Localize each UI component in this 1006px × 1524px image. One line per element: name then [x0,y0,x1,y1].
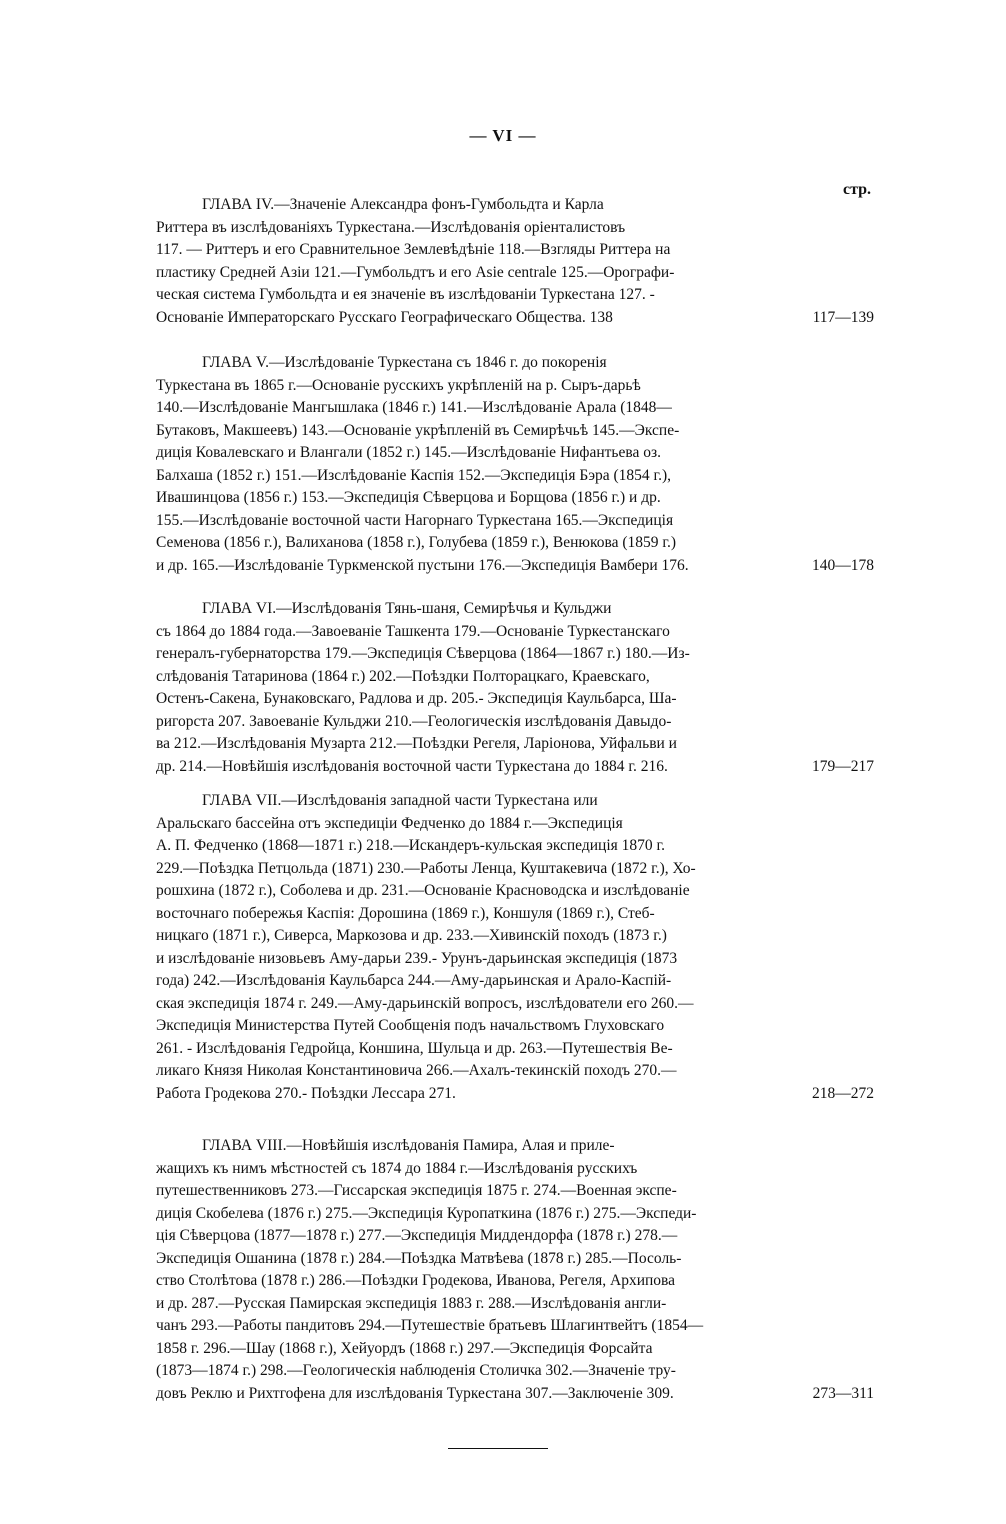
chapter-line [156,790,874,813]
chapter-line [156,1135,874,1158]
chapter-line [156,756,874,779]
chapter-line-text: и др. 287.—Русская Памирская экспедиція 1883 г. 288.—Изслѣдованія англи- [156,1294,667,1312]
chapter-line [156,948,874,971]
chapter-line-text: ригорста 207. Завоеваніе Кульджи 210.—Геологическія изслѣдованія Давыдо- [156,712,672,730]
chapter-line [156,903,874,926]
chapter-line [156,688,874,711]
chapter-page-range: 218—272 [812,1084,874,1102]
chapter-line [156,1338,874,1361]
chapter-line [156,666,874,689]
chapter-line [156,465,874,488]
chapter-line [156,1203,874,1226]
chapter-line [156,643,874,666]
chapter-line [156,858,874,881]
chapter-line-text: ГЛАВА V.—Изслѣдованіе Туркестана съ 1846 г. до покоренія [202,354,607,371]
chapter-line [156,487,874,510]
chapter-line-text: рошхина (1872 г.), Соболева и др. 231.—Основаніе Красноводска и изслѣдованіе [156,882,690,899]
chapter-line-text: Риттера въ изслѣдованіяхъ Туркестана.—Изслѣдованія оріенталистовъ [156,218,626,236]
chapter-page-range: 117—139 [812,308,874,326]
chapter-line [156,835,874,858]
chapter-line-text: пластику Средней Азіи 121.—Гумбольдтъ и его Asie centrale 125.—Орографи- [156,263,675,281]
chapter-line [156,711,874,734]
chapter-line [156,194,874,217]
chapter-line-text: Бутаковъ, Макшеевъ) 143.—Основаніе укрѣпленій въ Семирѣчьѣ 145.—Экспе- [156,421,680,439]
chapter-line-text: (1873—1874 г.) 298.—Геологическія наблюденія Столичка 302.—Значеніе тру- [156,1362,676,1379]
chapter-line [156,239,874,262]
chapter-line [156,262,874,285]
chapter-line [156,352,874,375]
chapter-line [156,1315,874,1338]
chapter-line [156,993,874,1016]
chapter-line-text: ская экспедиція 1874 г. 249.—Аму-дарьинскій вопросъ, изслѣдователи его 260.— [156,994,694,1012]
chapter-line [156,880,874,903]
chapter-line [156,1293,874,1316]
chapter-line [156,510,874,533]
chapter-line-text: Экспедиція Ошанина (1878 г.) 284.—Поѣздка Матвѣева (1878 г.) 285.—Посоль- [156,1249,682,1267]
chapter-line-text: Основаніе Императорскаго Русскаго Географическаго Общества. 138 [156,308,613,326]
chapter-line-text: путешественниковъ 273.—Гиссарская экспедиція 1875 г. 274.—Военная экспе- [156,1182,677,1199]
chapter-entry [156,790,874,1105]
chapter-line-text: довъ Реклю и Рихтгофена для изслѣдованія Туркестана 307.—Заключеніе 309. [156,1384,674,1402]
chapter-line-text: ГЛАВА VII.—Изслѣдованія западной части Туркестана или [202,792,598,809]
chapter-line [156,598,874,621]
chapter-entry [156,1135,874,1405]
chapter-line-text: Аральскаго бассейна отъ экспедиціи Федченко до 1884 г.—Экспедиція [156,814,623,832]
chapter-line-text: чанъ 293.—Работы пандитовъ 294.—Путешествіе братьевъ Шлагинтвейтъ (1854— [156,1317,704,1334]
chapter-line-text: Ивашинцова (1856 г.) 153.—Экспедиція Сѣверцова и Борщова (1856 г.) и др. [156,489,661,506]
chapter-line [156,1248,874,1271]
chapter-line-text: др. 214.—Новѣйшія изслѣдованія восточной части Туркестана до 1884 г. 216. [156,757,668,775]
chapter-entry [156,194,874,329]
chapter-line-text: ликаго Князя Николая Константиновича 266.—Ахалъ-текинскій походъ 270.— [156,1062,677,1079]
chapter-line-text: Семенова (1856 г.), Валиханова (1858 г.), Голубева (1859 г.), Венюкова (1859 г.) [156,534,677,551]
chapter-line-text: ція Сѣверцова (1877—1878 г.) 277.—Экспедиція Миддендорфа (1878 г.) 278.— [156,1227,678,1244]
chapter-line-text: и др. 165.—Изслѣдованіе Туркменской пустыни 176.—Экспедиція Вамбери 176. [156,556,689,574]
chapter-line [156,1083,874,1106]
chapter-line-text: 229.—Поѣздка Петцольда (1871) 230.—Работы Ленца, Куштакевича (1872 г.), Хо- [156,859,696,877]
chapter-line [156,307,874,330]
chapter-line-text: Работа Гродекова 270.- Поѣздки Лессара 271. [156,1084,456,1102]
chapter-page-range: 140—178 [812,556,874,574]
chapter-line-text: ство Столѣтова (1878 г.) 286.—Поѣздки Гродекова, Иванова, Регеля, Архипова [156,1272,676,1289]
pages-column-label: стр. [843,181,872,198]
chapter-line [156,621,874,644]
chapter-line-text: Экспедиція Министерства Путей Сообщенія подъ начальствомъ Глуховскаго [156,1017,665,1034]
chapter-line [156,1270,874,1293]
chapter-line [156,375,874,398]
chapter-line-text: ГЛАВА VIII.—Новѣйшія изслѣдованія Памира, Алая и приле- [202,1137,615,1154]
chapter-line [156,733,874,756]
chapter-line-text: генералъ-губернаторства 179.—Экспедиція Сѣверцова (1864—1867 г.) 180.—Из- [156,645,690,662]
chapter-line-text: 1858 г. 296.—Шау (1868 г.), Хейуордъ (1868 г.) 297.—Экспедиція Форсайта [156,1339,653,1357]
chapter-line [156,1225,874,1248]
chapter-line-text: жащихъ къ нимъ мѣстностей съ 1874 до 1884 г.—Изслѣдованія русскихъ [156,1159,638,1177]
chapter-page-range: 273—311 [812,1384,874,1402]
chapter-line [156,1060,874,1083]
chapter-line-text: 140.—Изслѣдованіе Мангышлака (1846 г.) 141.—Изслѣдованіе Арала (1848— [156,399,672,416]
chapter-line [156,217,874,240]
chapter-line-text: слѣдованія Татаринова (1864 г.) 202.—Поѣздки Полторацкаго, Краевскаго, [156,667,650,685]
chapter-line-text: 261. - Изслѣдованія Гедройца, Коншина, Шульца и др. 263.—Путешествія Ве- [156,1039,673,1057]
chapter-line-text: А. П. Федченко (1868—1871 г.) 218.—Искандеръ-кульская экспедиція 1870 г. [156,837,665,854]
chapter-line-text: Туркестана въ 1865 г.—Основаніе русскихъ укрѣпленій на р. Сыръ-дарьѣ [156,376,641,394]
chapter-line [156,1015,874,1038]
chapter-line [156,284,874,307]
chapter-line [156,420,874,443]
chapter-line-text: восточнаго побережья Каспія: Дорошина (1869 г.), Коншуля (1869 г.), Стеб- [156,904,655,922]
chapter-line-text: 117. — Риттеръ и его Сравнительное Землевѣдѣніе 118.—Взгляды Риттера на [156,241,671,258]
chapter-line-text: съ 1864 до 1884 года.—Завоеваніе Ташкента 179.—Основаніе Туркестанскаго [156,622,670,640]
chapter-line-text: ницкаго (1871 г.), Сиверса, Маркозова и др. 233.—Хивинскій походъ (1873 г.) [156,927,667,944]
chapter-line [156,1158,874,1181]
chapter-line [156,442,874,465]
chapter-entry [156,352,874,577]
chapter-line-text: диція Ковалевскаго и Влангали (1852 г.) 145.—Изслѣдованіе Нифантьева оз. [156,444,661,461]
chapter-entry [156,598,874,778]
chapter-line-text: диція Скобелева (1876 г.) 275.—Экспедиція Куропаткина (1876 г.) 275.—Экспеди- [156,1204,697,1222]
chapter-line-text: ГЛАВА IV.—Значеніе Александра фонъ-Гумбольдта и Карла [202,196,604,213]
chapter-line-text: года) 242.—Изслѣдованія Каульбарса 244.—Аму-дарьинская и Арало-Каспій- [156,972,672,989]
chapter-page-range: 179—217 [812,757,874,775]
chapter-line [156,925,874,948]
chapter-line [156,813,874,836]
chapter-line [156,1180,874,1203]
page-number: — VI — [469,126,537,145]
chapter-line-text: Остенъ-Сакена, Бунаковскаго, Радлова и др. 205.- Экспедиція Каульбарса, Ша- [156,690,677,707]
chapter-line-text: и изслѣдованіе низовьевъ Аму-дарьи 239.- Урунъ-дарьинская экспедиція (1873 [156,949,678,967]
chapter-line-text: ГЛАВА VI.—Изслѣдованія Тянь-шаня, Семирѣчья и Кульджи [202,600,612,617]
chapter-line [156,532,874,555]
chapter-line [156,1038,874,1061]
chapter-line [156,1360,874,1383]
chapter-line [156,555,874,578]
chapter-line [156,397,874,420]
chapter-line [156,1383,874,1406]
chapter-line-text: ва 212.—Изслѣдованія Музарта 212.—Поѣздки Регеля, Ларіонова, Уйфальви и [156,735,677,752]
chapter-line-text: ческая система Гумбольдта и ея значеніе въ изслѣдованіи Туркестана 127. - [156,286,655,303]
closing-rule [448,1448,548,1449]
chapter-line-text: Балхаша (1852 г.) 151.—Изслѣдованіе Каспія 152.—Экспедиція Бэра (1854 г.), [156,466,672,484]
chapter-line-text: 155.—Изслѣдованіе восточной части Нагорнаго Туркестана 165.—Экспедиція [156,511,674,529]
chapter-line [156,970,874,993]
